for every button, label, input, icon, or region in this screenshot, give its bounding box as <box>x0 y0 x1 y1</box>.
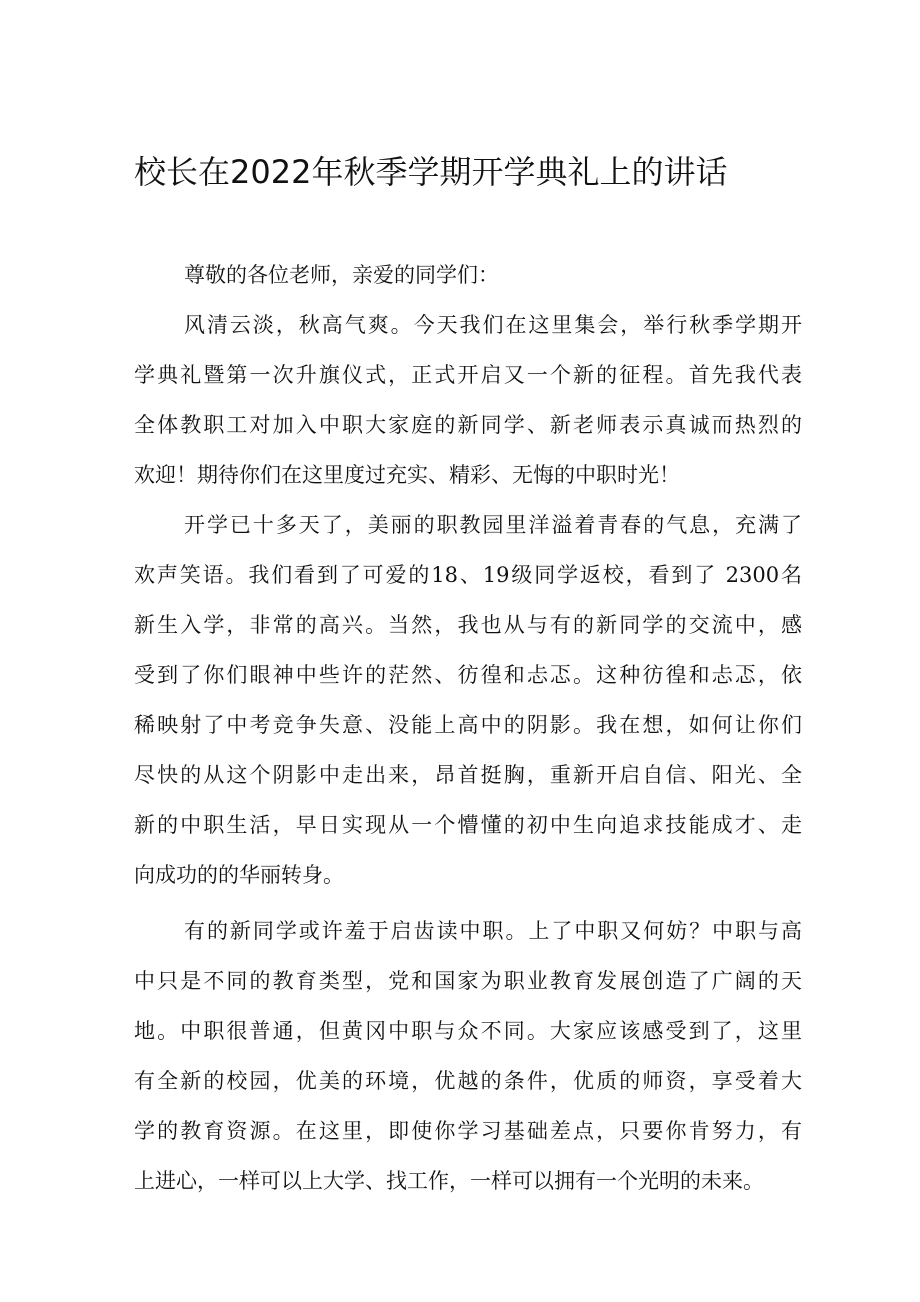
paragraph-line: 新的中职生活，早日实现从一个懵懂的初中生向追求技能成才、走 <box>134 813 802 837</box>
document-title: 校长在2022年秋季学期开学典礼上的讲话 <box>134 153 728 191</box>
paragraph-line: 有的新同学或许羞于启齿读中职。上了中职又何妨？中职与高 <box>184 919 802 943</box>
paragraph-line: 学典礼暨第一次升旗仪式，正式开启又一个新的征程。首先我代表 <box>134 363 802 387</box>
paragraph-line: 上进心，一样可以上大学、找工作，一样可以拥有一个光明的未来。 <box>134 1169 764 1193</box>
paragraph <box>134 906 802 1206</box>
paragraph-line: 学的教育资源。在这里，即使你学习基础差点，只要你肯努力，有 <box>134 1119 802 1143</box>
paragraph-line: 稀映射了中考竞争失意、没能上高中的阴影。我在想，如何让你们 <box>134 713 802 737</box>
paragraph-line: 尽快的从这个阴影中走出来，昂首挺胸，重新开启自信、阳光、全 <box>134 763 802 787</box>
paragraph-line: 开学已十多天了，美丽的职教园里洋溢着青春的气息，充满了 <box>184 513 802 537</box>
paragraph-line: 有全新的校园，优美的环境，优越的条件，优质的师资，享受着大 <box>134 1069 802 1093</box>
paragraph-line: 尊敬的各位老师，亲爱的同学们： <box>184 263 499 287</box>
paragraph-line: 地。中职很普通，但黄冈中职与众不同。大家应该感受到了，这里 <box>134 1019 802 1043</box>
paragraph <box>134 300 802 500</box>
paragraph-line: 中只是不同的教育类型，党和国家为职业教育发展创造了广阔的天 <box>134 969 802 993</box>
paragraph <box>134 500 802 900</box>
document-body <box>134 250 802 1206</box>
paragraph-line: 风清云淡，秋高气爽。今天我们在这里集会，举行秋季学期开 <box>184 313 802 337</box>
paragraph-line: 新生入学，非常的高兴。当然，我也从与有的新同学的交流中，感 <box>134 613 802 637</box>
paragraph-line: 受到了你们眼神中些许的茫然、彷徨和忐忑。这种彷徨和忐忑，依 <box>134 663 802 687</box>
paragraph-line: 欢迎！期待你们在这里度过充实、精彩、无悔的中职时光！ <box>134 463 680 487</box>
paragraph-line: 欢声笑语。我们看到了可爱的18、19级同学返校，看到了 2300名 <box>134 563 802 587</box>
paragraph <box>134 250 802 300</box>
paragraph-line: 全体教职工对加入中职大家庭的新同学、新老师表示真诚而热烈的 <box>134 413 802 437</box>
paragraph-line: 向成功的的华丽转身。 <box>134 863 344 887</box>
